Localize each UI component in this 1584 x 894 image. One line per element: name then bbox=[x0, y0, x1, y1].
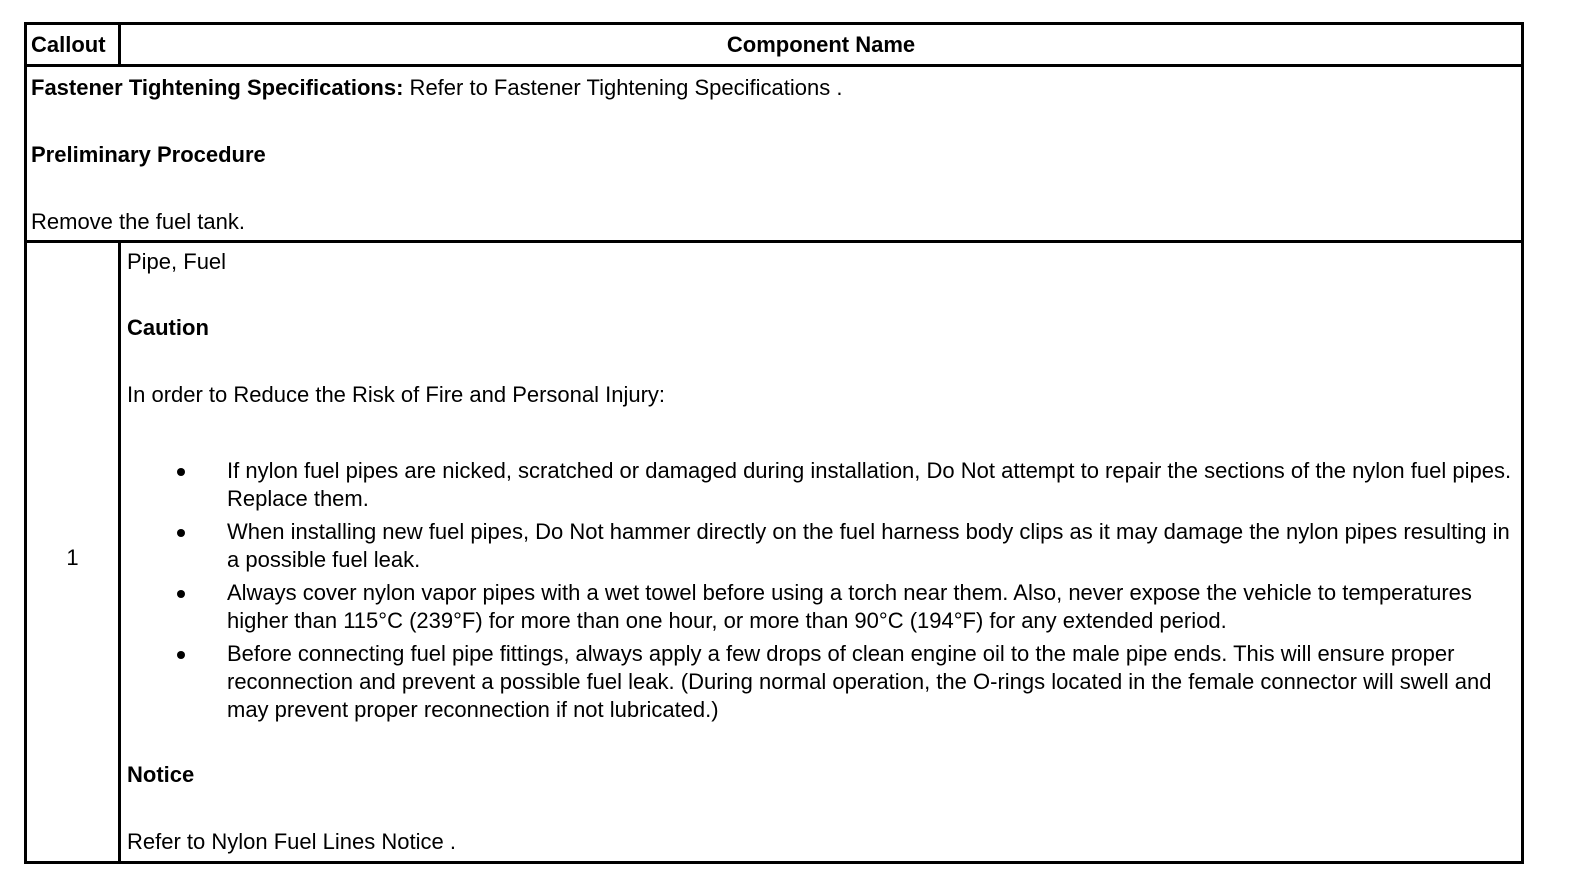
component-name-column-header: Component Name bbox=[726, 32, 916, 57]
table-header-row bbox=[27, 25, 1521, 67]
component-table bbox=[24, 22, 1524, 864]
list-item bbox=[127, 457, 1513, 513]
component-cell bbox=[127, 243, 1513, 861]
list-item bbox=[127, 640, 1513, 724]
bullet-icon bbox=[177, 529, 185, 537]
list-item bbox=[127, 518, 1513, 574]
bullet-text: When installing new fuel pipes, Do Not hammer directly on the fuel harness body clips as it may damage the nylon pipes resulting in a possible fuel leak. bbox=[227, 519, 1510, 572]
caution-bullet-list bbox=[127, 457, 1513, 729]
bullet-text: If nylon fuel pipes are nicked, scratched or damaged during installation, Do Not attempt to repair the sections of the nylon fuel pipes. Replace them. bbox=[227, 458, 1512, 511]
notice-heading: Notice bbox=[127, 762, 195, 787]
caution-heading: Caution bbox=[127, 315, 209, 340]
callout-number: 1 bbox=[66, 545, 79, 570]
fastener-spec-text: Refer to Fastener Tightening Specifications . bbox=[403, 75, 843, 100]
list-item bbox=[127, 579, 1513, 635]
preliminary-procedure-heading: Preliminary Procedure bbox=[31, 142, 266, 167]
bullet-text: Before connecting fuel pipe fittings, always apply a few drops of clean engine oil to the male pipe ends. This will ensure proper reconnection and prevent a possible fuel leak. (During normal operation, the O-rings located in the female connector will swell and may prevent proper reconnection if not lubricated.) bbox=[227, 641, 1492, 722]
callout-column-header: Callout bbox=[27, 25, 121, 64]
bullet-icon bbox=[177, 468, 185, 476]
bullet-text: Always cover nylon vapor pipes with a wet towel before using a torch near them. Also, never expose the vehicle to temperatures higher than 115°C (239°F) for more than one hour, or more than 90°C (194°F) for any extended period. bbox=[227, 580, 1472, 633]
table-row bbox=[27, 243, 1521, 861]
fastener-spec-label: Fastener Tightening Specifications: bbox=[31, 75, 404, 100]
bullet-icon bbox=[177, 651, 185, 659]
callout-cell bbox=[27, 243, 121, 861]
caution-intro: In order to Reduce the Risk of Fire and Personal Injury: bbox=[127, 382, 666, 407]
component-name: Pipe, Fuel bbox=[127, 249, 227, 274]
notice-text: Refer to Nylon Fuel Lines Notice . bbox=[127, 829, 456, 854]
preliminary-row bbox=[27, 67, 1521, 243]
bullet-icon bbox=[177, 590, 185, 598]
fastener-spec-line bbox=[31, 75, 842, 101]
preliminary-procedure-text: Remove the fuel tank. bbox=[31, 209, 246, 234]
